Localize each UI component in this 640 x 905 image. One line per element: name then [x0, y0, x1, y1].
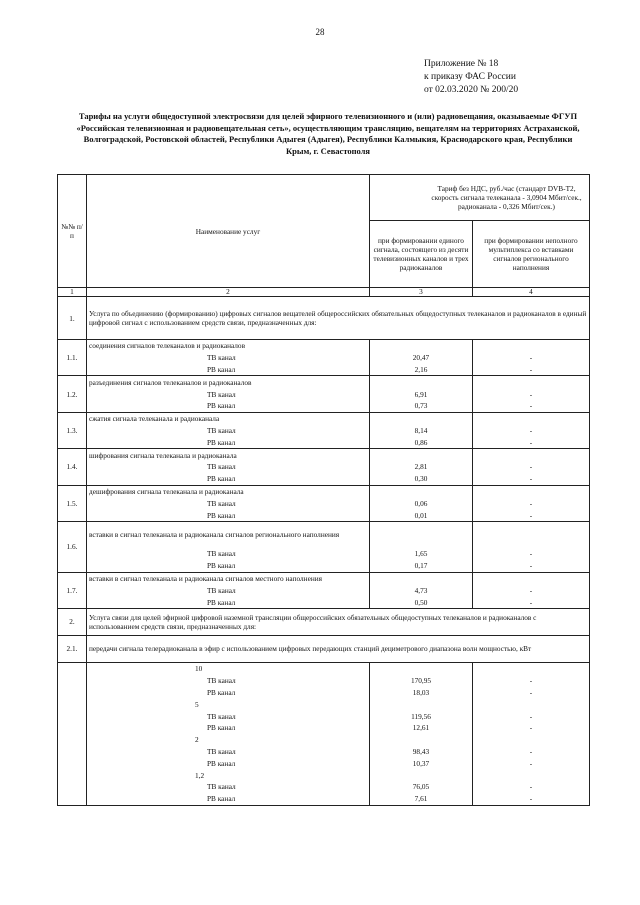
empty-cell — [473, 340, 590, 352]
tariff-value: 18,03 — [370, 687, 473, 699]
header-tariff: Тариф без НДС, руб./час (стандарт DVB-T2, скорость сигнала телеканала - 3,0904 Мбит/сек., радиоканала - 0,326 Мбит/сек.) — [370, 175, 590, 221]
dash-value: - — [473, 509, 590, 521]
item-row — [58, 340, 590, 352]
tariff-value: 7,61 — [370, 793, 473, 805]
item-row — [58, 572, 590, 584]
dash-value: - — [473, 497, 590, 509]
power-row — [58, 698, 590, 710]
dash-value: - — [473, 793, 590, 805]
cell-num — [58, 687, 87, 699]
item-num: 1.2. — [58, 376, 87, 412]
channel-label: ТВ канал — [87, 425, 370, 437]
tariff-value: 0,17 — [370, 560, 473, 572]
empty-cell — [473, 734, 590, 746]
cell-num — [58, 746, 87, 758]
item-name: шифрования сигнала телеканала и радиоканала — [87, 449, 370, 461]
cell-num — [58, 757, 87, 769]
table-row — [58, 548, 590, 560]
dash-value: - — [473, 746, 590, 758]
dash-value: - — [473, 560, 590, 572]
section2-row — [58, 608, 590, 635]
table-row — [58, 687, 590, 699]
tariff-value: 2,16 — [370, 364, 473, 376]
item-name: разъединения сигналов телеканалов и радиоканалов — [87, 376, 370, 388]
tariff-value: 0,01 — [370, 509, 473, 521]
empty-cell — [370, 698, 473, 710]
table-row — [58, 757, 590, 769]
cell-num — [58, 662, 87, 674]
dash-value: - — [473, 675, 590, 687]
channel-label: РВ канал — [87, 364, 370, 376]
header-n1: 1 — [58, 288, 87, 297]
power-label: 5 — [87, 698, 370, 710]
appendix-line-3: от 02.03.2020 № 200/20 — [424, 85, 519, 95]
item-num: 1.1. — [58, 340, 87, 376]
dash-value: - — [473, 710, 590, 722]
item-name: сжатия сигнала телеканала и радиоканала — [87, 412, 370, 424]
power-label: 1,2 — [87, 769, 370, 781]
item-num: 1.4. — [58, 449, 87, 485]
channel-label: РВ канал — [87, 722, 370, 734]
tariff-value: 0,86 — [370, 436, 473, 448]
page-number: 28 — [315, 27, 325, 37]
table-row — [58, 793, 590, 805]
header-n4: 4 — [473, 288, 590, 297]
empty-cell — [370, 734, 473, 746]
cell-num — [58, 710, 87, 722]
item-row — [58, 521, 590, 548]
tariff-value: 10,37 — [370, 757, 473, 769]
dash-value: - — [473, 400, 590, 412]
table-row — [58, 509, 590, 521]
channel-label: РВ канал — [87, 793, 370, 805]
table-row — [58, 473, 590, 485]
dash-value: - — [473, 722, 590, 734]
item-name: соединения сигналов телеканалов и радиоканалов — [87, 340, 370, 352]
tariff-value: 4,73 — [370, 584, 473, 596]
channel-label: ТВ канал — [87, 675, 370, 687]
power-row — [58, 662, 590, 674]
table-row — [58, 425, 590, 437]
item21-num: 2.1. — [58, 635, 87, 662]
item21-name: передачи сигнала телерадиоканала в эфир с использованием цифровых передающих станций дециметрового диапазона волн мощностью, кВт — [87, 635, 590, 662]
item-row — [58, 376, 590, 388]
power-label: 2 — [87, 734, 370, 746]
empty-cell — [473, 662, 590, 674]
empty-cell — [370, 376, 473, 388]
appendix-line-1: Приложение № 18 — [424, 59, 499, 69]
item-num: 1.6. — [58, 521, 87, 572]
channel-label: РВ канал — [87, 687, 370, 699]
channel-label: ТВ канал — [87, 781, 370, 793]
tariff-value: 1,65 — [370, 548, 473, 560]
header-n2: 2 — [87, 288, 370, 297]
dash-value: - — [473, 781, 590, 793]
item-num: 1.5. — [58, 485, 87, 521]
channel-label: ТВ канал — [87, 710, 370, 722]
item-num: 1.7. — [58, 572, 87, 608]
header-col4: при формировании неполного мультиплекса со вставками сигналов регионального наполнения — [473, 221, 590, 288]
tariff-value: 0,30 — [370, 473, 473, 485]
empty-cell — [370, 521, 473, 548]
dash-value: - — [473, 584, 590, 596]
table-row — [58, 722, 590, 734]
tariff-value: 6,91 — [370, 388, 473, 400]
empty-cell — [473, 698, 590, 710]
channel-label: РВ канал — [87, 560, 370, 572]
channel-label: РВ канал — [87, 400, 370, 412]
item-name: вставки в сигнал телеканала и радиоканала сигналов местного наполнения — [87, 572, 370, 584]
document-title: Тарифы на услуги общедоступной электросвязи для целей эфирного телевизионного и (или) радиовещания, оказываемые ФГУП «Российская телевизионная и радиовещательная сеть», осуществляющим трансляцию, вещателям на территориях Астраханской, Волгоградской, Ростовской областей, Республики Адыгея (Адыгея), Республики Калмыкия, Краснодарского края, Республики Крым, г. Севастополя — [76, 111, 580, 156]
channel-label: ТВ канал — [87, 584, 370, 596]
channel-label: ТВ канал — [87, 746, 370, 758]
tariff-value: 76,05 — [370, 781, 473, 793]
header-n3: 3 — [370, 288, 473, 297]
empty-cell — [473, 376, 590, 388]
empty-cell — [370, 340, 473, 352]
item-num: 1.3. — [58, 412, 87, 448]
table-row — [58, 436, 590, 448]
tariff-value: 98,43 — [370, 746, 473, 758]
dash-value: - — [473, 425, 590, 437]
item-row — [58, 485, 590, 497]
table-row — [58, 497, 590, 509]
dash-value: - — [473, 461, 590, 473]
table-row — [58, 400, 590, 412]
dash-value: - — [473, 687, 590, 699]
dash-value: - — [473, 436, 590, 448]
channel-label: РВ канал — [87, 757, 370, 769]
cell-num — [58, 722, 87, 734]
tariff-table — [57, 174, 590, 806]
empty-cell — [370, 412, 473, 424]
channel-label: ТВ канал — [87, 548, 370, 560]
table-row — [58, 364, 590, 376]
channel-label: ТВ канал — [87, 461, 370, 473]
table-row — [58, 352, 590, 364]
item21-row — [58, 635, 590, 662]
empty-cell — [370, 662, 473, 674]
item-name: вставки в сигнал телеканала и радиоканала сигналов регионального наполнения — [87, 521, 370, 548]
tariff-value: 119,56 — [370, 710, 473, 722]
appendix-block — [424, 58, 518, 97]
section2-num: 2. — [58, 608, 87, 635]
table-row — [58, 461, 590, 473]
tariff-value: 0,73 — [370, 400, 473, 412]
empty-cell — [473, 769, 590, 781]
dash-value: - — [473, 548, 590, 560]
cell-num — [58, 769, 87, 781]
channel-label: РВ канал — [87, 596, 370, 608]
empty-cell — [473, 412, 590, 424]
empty-cell — [473, 521, 590, 548]
item-row — [58, 449, 590, 461]
tariff-value: 0,50 — [370, 596, 473, 608]
table-row — [58, 710, 590, 722]
table-row — [58, 584, 590, 596]
channel-label: РВ канал — [87, 436, 370, 448]
table-row — [58, 596, 590, 608]
tariff-value: 12,61 — [370, 722, 473, 734]
empty-cell — [473, 572, 590, 584]
tariff-value: 8,14 — [370, 425, 473, 437]
tariff-value: 2,81 — [370, 461, 473, 473]
dash-value: - — [473, 352, 590, 364]
cell-num — [58, 698, 87, 710]
cell-num — [58, 781, 87, 793]
empty-cell — [370, 449, 473, 461]
dash-value: - — [473, 757, 590, 769]
table-row — [58, 675, 590, 687]
empty-cell — [370, 572, 473, 584]
cell-num — [58, 675, 87, 687]
section2-text: Услуга связи для целей эфирной цифровой наземной трансляции общероссийских обязательных общедоступных телеканалов и радиоканалов с использованием средств связи, предназначенных для: — [87, 608, 590, 635]
empty-cell — [370, 485, 473, 497]
channel-label: ТВ канал — [87, 497, 370, 509]
table-row — [58, 781, 590, 793]
dash-value: - — [473, 364, 590, 376]
section1-num: 1. — [58, 297, 87, 340]
item-row — [58, 412, 590, 424]
empty-cell — [370, 769, 473, 781]
cell-num — [58, 793, 87, 805]
header-service: Наименование услуг — [87, 175, 370, 288]
channel-label: РВ канал — [87, 473, 370, 485]
empty-cell — [473, 449, 590, 461]
tariff-value: 0,06 — [370, 497, 473, 509]
table-row — [58, 746, 590, 758]
channel-label: РВ канал — [87, 509, 370, 521]
appendix-line-2: к приказу ФАС России — [424, 72, 516, 82]
dash-value: - — [473, 388, 590, 400]
item-name: дешифрования сигнала телеканала и радиоканала — [87, 485, 370, 497]
channel-label: ТВ канал — [87, 352, 370, 364]
dash-value: - — [473, 596, 590, 608]
tariff-value: 170,95 — [370, 675, 473, 687]
dash-value: - — [473, 473, 590, 485]
section1-text: Услуга по объединению (формированию) цифровых сигналов вещателей общероссийских обязательных общедоступных телеканалов и радиоканалов в единый цифровой сигнал с использованием средств связи, предназначенных для: — [87, 297, 590, 340]
power-row — [58, 734, 590, 746]
power-label: 10 — [87, 662, 370, 674]
channel-label: ТВ канал — [87, 388, 370, 400]
empty-cell — [473, 485, 590, 497]
tariff-value: 20,47 — [370, 352, 473, 364]
table-row — [58, 560, 590, 572]
table-row — [58, 388, 590, 400]
cell-num — [58, 734, 87, 746]
power-row — [58, 769, 590, 781]
header-num: №№ п/п — [58, 175, 87, 288]
header-col3: при формировании единого сигнала, состоящего из десяти телевизионных каналов и трех радиоканалов — [370, 221, 473, 288]
